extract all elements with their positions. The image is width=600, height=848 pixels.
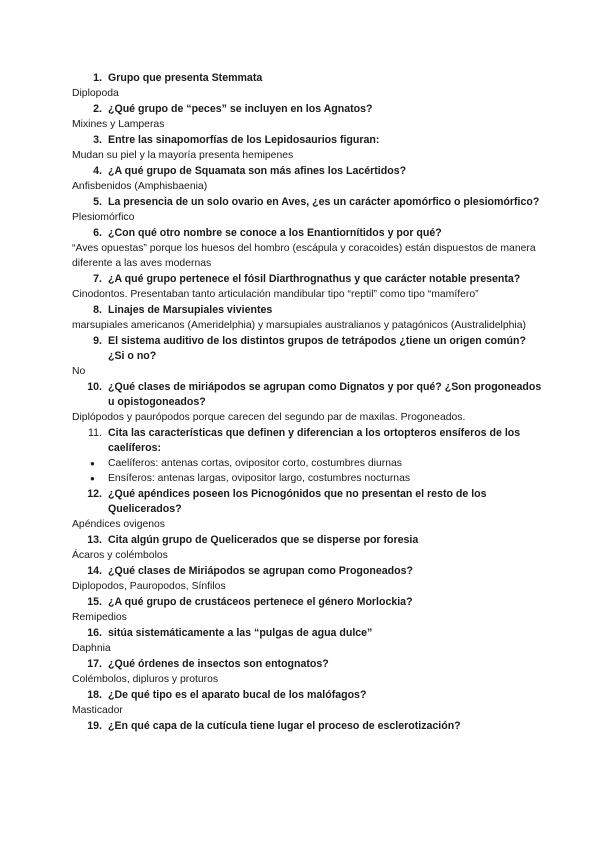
question-10 <box>82 379 544 410</box>
answer-10: Diplópodos y paurópodos porque carecen del segundo par de maxilas. Progoneados. <box>72 412 466 423</box>
document-page <box>0 70 600 734</box>
question-13 <box>82 532 544 548</box>
answer-1: Diplopoda <box>72 88 119 99</box>
question-8 <box>82 302 544 318</box>
question-7 <box>82 271 544 287</box>
question-number: 11. <box>88 427 102 439</box>
answer-2: Mixines y Lamperas <box>72 119 165 130</box>
bullet-item <box>90 456 544 471</box>
question-2 <box>82 101 544 117</box>
question-14 <box>82 563 544 579</box>
bullet-icon: ● <box>90 459 95 468</box>
question-18 <box>82 687 544 703</box>
question-text: ¿En qué capa de la cutícula tiene lugar el proceso de esclerotización? <box>108 720 461 732</box>
bullet-item <box>90 471 544 486</box>
question-text: El sistema auditivo de los distintos grupos de tetrápodos ¿tiene un origen común? ¿Si o no? <box>108 335 526 362</box>
bullet-icon: ● <box>90 474 95 483</box>
question-number: 12. <box>87 488 102 500</box>
question-text: ¿A qué grupo de crustáceos pertenece el género Morlockia? <box>108 596 413 608</box>
answer-15: Remipedios <box>72 612 127 623</box>
question-number: 4. <box>93 165 102 177</box>
question-17 <box>82 656 544 672</box>
question-text: ¿Qué grupo de “peces” se incluyen en los Agnatos? <box>108 103 373 115</box>
question-text: ¿De qué tipo es el aparato bucal de los malófagos? <box>108 689 367 701</box>
question-number: 18. <box>87 689 102 701</box>
question-16 <box>82 625 544 641</box>
question-9 <box>82 333 544 364</box>
question-number: 19. <box>87 720 102 732</box>
question-text: ¿Qué clases de miriápodos se agrupan como Dignatos y por qué? ¿Son progoneados u opistogoneados? <box>108 381 542 408</box>
answer-9: No <box>72 366 86 377</box>
question-text: Grupo que presenta Stemmata <box>108 72 263 84</box>
question-number: 17. <box>87 658 102 670</box>
question-text: ¿Qué clases de Miriápodos se agrupan como Progoneados? <box>108 565 413 577</box>
bullet-text: Caelíferos: antenas cortas, ovipositor corto, costumbres diurnas <box>108 458 402 469</box>
question-number: 15. <box>87 596 102 608</box>
question-text: La presencia de un solo ovario en Aves, ¿es un carácter apomórfico o plesiomórfico? <box>108 196 540 208</box>
question-text: Cita algún grupo de Quelicerados que se disperse por foresia <box>108 534 419 546</box>
question-text: Linajes de Marsupiales vivientes <box>108 304 273 316</box>
question-3 <box>82 132 544 148</box>
answer-4: Anfisbenidos (Amphisbaenia) <box>72 181 208 192</box>
question-number: 14. <box>87 565 102 577</box>
question-number: 6. <box>93 227 102 239</box>
question-number: 13. <box>87 534 102 546</box>
question-text: ¿Qué órdenes de insectos son entognatos? <box>108 658 329 670</box>
question-text: ¿Qué apéndices poseen los Picnogónidos que no presentan el resto de los Quelicerados? <box>108 488 487 515</box>
question-11 <box>82 425 544 456</box>
question-5 <box>82 194 544 210</box>
question-number: 8. <box>93 304 102 316</box>
question-text: ¿A qué grupo de Squamata son más afines los Lacértidos? <box>108 165 407 177</box>
question-text: ¿A qué grupo pertenece el fósil Diarthrognathus y que carácter notable presenta? <box>108 273 521 285</box>
answer-3: Mudan su piel y la mayoría presenta hemipenes <box>72 150 294 161</box>
question-number: 2. <box>93 103 102 115</box>
question-number: 3. <box>93 134 102 146</box>
question-text: Entre las sinapomorfías de los Lepidosaurios figuran: <box>108 134 380 146</box>
question-number: 7. <box>93 273 102 285</box>
answer-18: Masticador <box>72 705 123 716</box>
question-4 <box>82 163 544 179</box>
question-number: 9. <box>93 335 102 347</box>
answer-6: “Aves opuestas” porque los huesos del hombro (escápula y coracoides) están dispuestos de manera diferente a las aves modernas <box>72 243 536 269</box>
answer-12: Apéndices ovigenos <box>72 519 166 530</box>
question-text: ¿Con qué otro nombre se conoce a los Enantiornítidos y por qué? <box>108 227 442 239</box>
question-number: 1. <box>93 72 102 84</box>
question-text: sitúa sistemáticamente a las “pulgas de agua dulce” <box>108 627 373 639</box>
answer-8: marsupiales americanos (Ameridelphia) y marsupiales australianos y patagónicos (Australidelphia) <box>72 320 526 331</box>
question-number: 16. <box>87 627 102 639</box>
answer-7: Cinodontos. Presentaban tanto articulación mandibular tipo “reptil” como tipo “mamífero” <box>72 289 479 300</box>
question-number: 5. <box>93 196 102 208</box>
question-12 <box>82 486 544 517</box>
question-number: 10. <box>87 381 102 393</box>
bullet-text: Ensíferos: antenas largas, ovipositor largo, costumbres nocturnas <box>108 473 411 484</box>
question-19 <box>82 718 544 734</box>
answer-5: Plesiomórfico <box>72 212 135 223</box>
answer-13: Ácaros y colémbolos <box>72 550 168 561</box>
question-15 <box>82 594 544 610</box>
question-1 <box>82 70 544 86</box>
question-6 <box>82 225 544 241</box>
answer-14: Diplopodos, Pauropodos, Sínfilos <box>72 581 226 592</box>
question-text: Cita las características que definen y diferencian a los ortopteros ensíferos de los caelíferos: <box>108 427 521 454</box>
answer-16: Daphnia <box>72 643 111 654</box>
answer-17: Colémbolos, dipluros y proturos <box>72 674 219 685</box>
